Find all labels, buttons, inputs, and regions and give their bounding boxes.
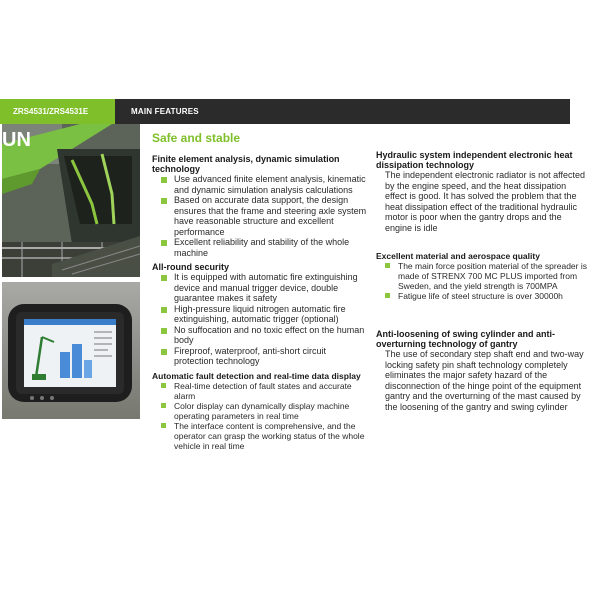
feature-heading: Automatic fault detection and real-time data display xyxy=(152,370,361,381)
header-bar xyxy=(0,99,570,124)
list-item: The interface content is comprehensive, and the operator can grasp the working status of the whole vehicle in real time xyxy=(161,421,367,451)
feature-heading: Anti-loosening of swing cylinder and anti-overturning technology of gantry xyxy=(376,329,556,349)
feature-list xyxy=(385,261,588,301)
feature-heading: All-round security xyxy=(152,262,230,272)
feature-list xyxy=(161,272,367,367)
list-item: Use advanced finite element analysis, kinematic and dynamic simulation analysis calculations xyxy=(161,174,367,195)
list-item: Based on accurate data support, the design ensures that the frame and steering axle system have reasonable structure and excellent performance xyxy=(161,195,367,237)
feature-material xyxy=(376,251,588,301)
list-item: Color display can dynamically display machine operating parameters in real time xyxy=(161,401,367,421)
display-illustration xyxy=(2,282,140,419)
brand-logo: UN xyxy=(2,129,31,151)
right-column xyxy=(376,150,588,412)
section-title: Safe and stable xyxy=(152,131,241,145)
feature-hydraulic xyxy=(376,150,588,233)
feature-anti-loosening xyxy=(376,329,588,412)
list-item: It is equipped with automatic fire extinguishing device and manual trigger device, double guarantee makes it safety xyxy=(161,272,367,304)
list-item: The main force position material of the spreader is made of STRENX 700 MC PLUS imported from Sweden, and the yield strength is 700MPA xyxy=(385,261,588,291)
feature-all-round-security xyxy=(152,262,367,367)
feature-text: The use of secondary step shaft end and two-way locking safety pin shaft technology completely eliminates the major safety hazard of the disconnection of the hinge point of the equipment gantry and the overturning of the mast caused by the loosening of the gantry and swing cylinder xyxy=(385,349,584,412)
machine-photo xyxy=(2,124,140,277)
list-item: Real-time detection of fault states and accurate alarm xyxy=(161,381,367,401)
model-tag: ZRS4531/ZRS4531E xyxy=(0,99,115,124)
feature-heading: Finite element analysis, dynamic simulation technology xyxy=(152,154,340,174)
feature-text: The independent electronic radiator is not affected by the engine speed, and the heat dissipation effect is good. It has solved the problem that the heat dissipation effect of the traditional hydraulic motor is poor when the gantry drops and the engine is idle xyxy=(385,170,585,233)
feature-heading: Excellent material and aerospace quality xyxy=(376,251,540,261)
feature-list xyxy=(161,381,367,451)
list-item: Fireproof, waterproof, anti-short circuit protection technology xyxy=(161,346,367,367)
list-item: Fatigue life of steel structure is over 30000h xyxy=(385,291,588,301)
list-item: No suffocation and no toxic effect on the human body xyxy=(161,325,367,346)
left-column xyxy=(152,131,367,451)
feature-fault-detection xyxy=(152,371,367,451)
header-title: MAIN FEATURES xyxy=(131,107,199,116)
feature-finite-element xyxy=(152,154,367,258)
list-item: Excellent reliability and stability of the whole machine xyxy=(161,237,367,258)
feature-heading: Hydraulic system independent electronic heat dissipation technology xyxy=(376,150,573,170)
display-photo xyxy=(2,282,140,419)
list-item: High-pressure liquid nitrogen automatic fire extinguishing, automatic trigger (optional) xyxy=(161,304,367,325)
feature-list xyxy=(161,174,367,258)
